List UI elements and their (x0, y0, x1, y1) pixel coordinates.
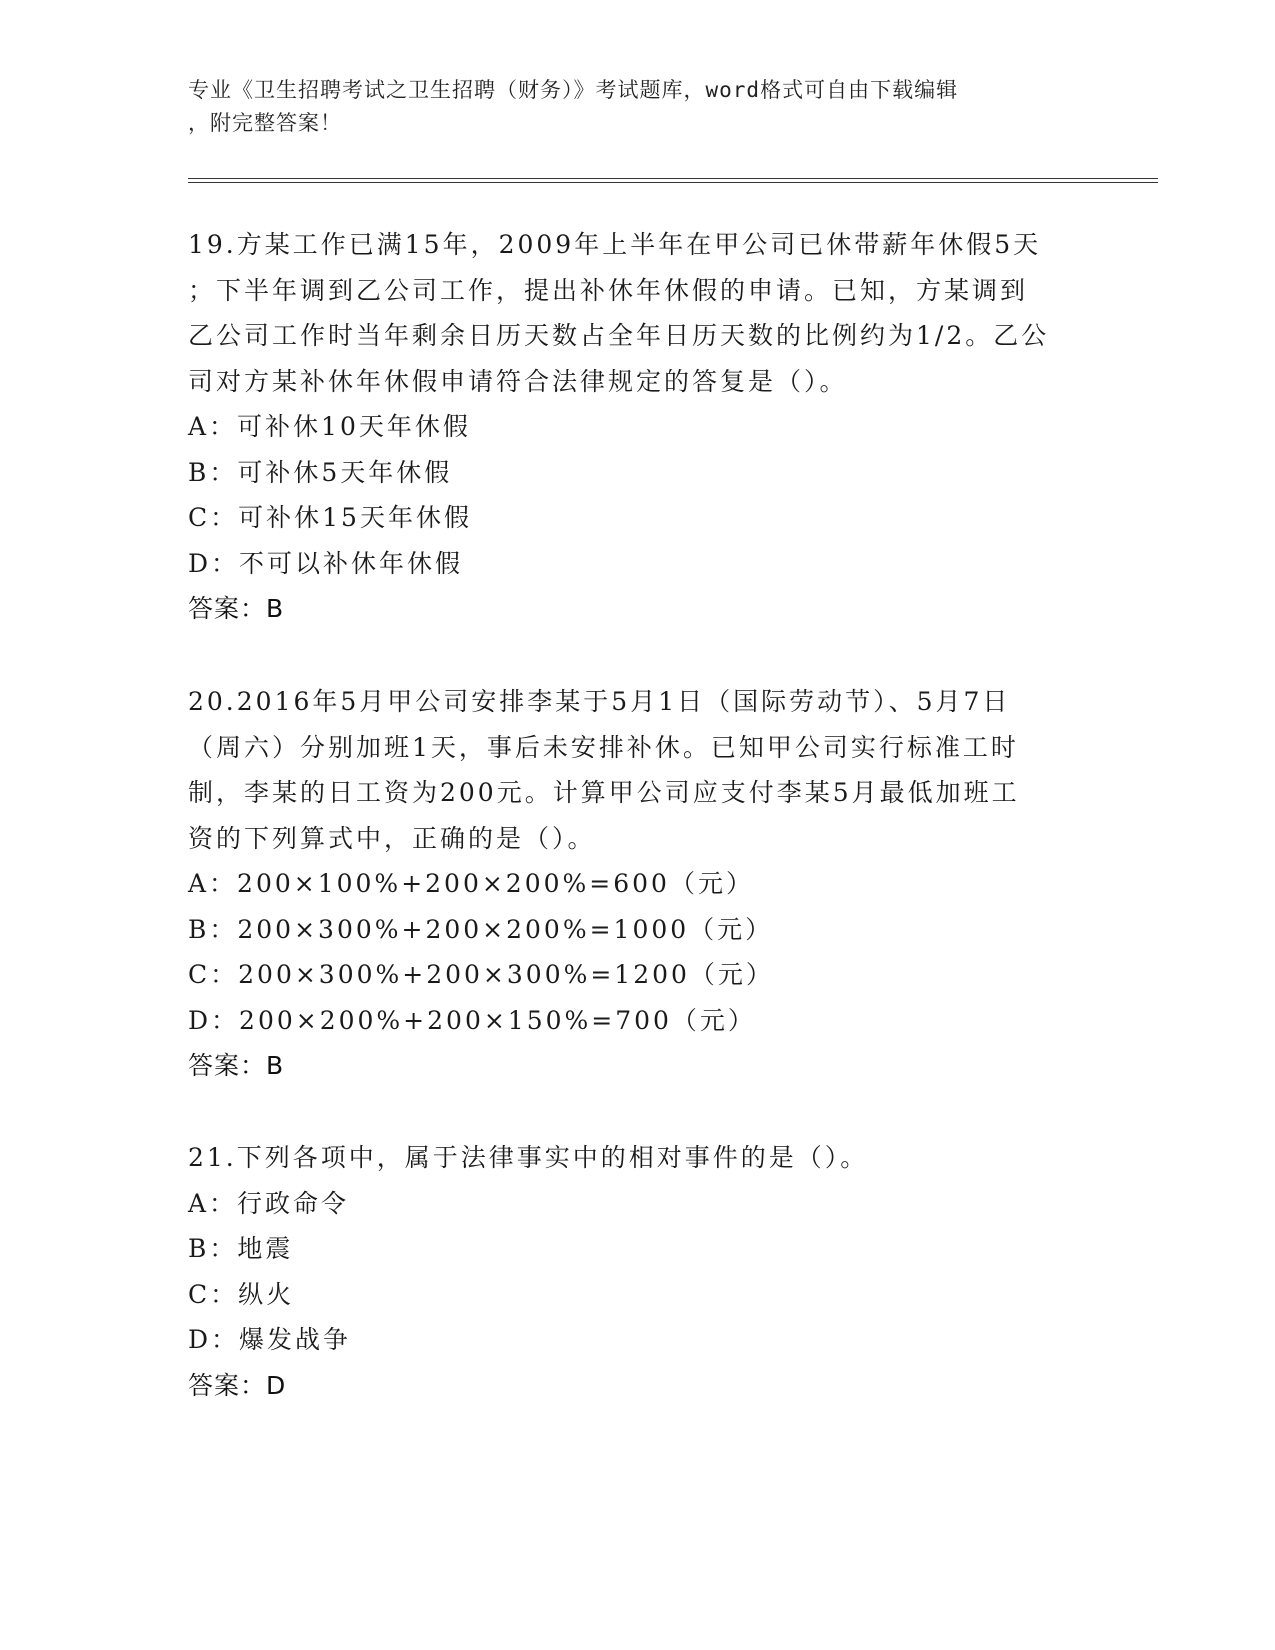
question-text-line: 乙公司工作时当年剩余日历天数占全年日历天数的比例约为1/2。乙公 (188, 321, 1050, 350)
option-c: C：纵火 (188, 1279, 295, 1309)
question-20 (188, 679, 1088, 1089)
header-divider (188, 178, 1158, 183)
option-b: B：地震 (188, 1234, 294, 1263)
question-text-line: 20.2016年5月甲公司安排李某于5月1日（国际劳动节）、5月7日 (188, 687, 1011, 716)
header-line: 专业《卫生招聘考试之卫生招聘（财务）》考试题库，word格式可自由下载编辑 (188, 78, 959, 102)
option-d: D：200×200%+200×150%=700（元） (188, 1005, 756, 1035)
question-text-line: （周六）分别加班1天，事后未安排补休。已知甲公司实行标准工时 (188, 732, 1019, 762)
option-d: D：不可以补休年休假 (188, 548, 464, 578)
question-text-line: ；下半年调到乙公司工作，提出补休年休假的申请。已知，方某调到 (188, 275, 1029, 305)
question-text-line: 19.方某工作已满15年，2009年上半年在甲公司已休带薪年休假5天 (188, 230, 1042, 259)
option-c: C：200×300%+200×300%=1200（元） (188, 960, 774, 989)
option-a: A：可补休10天年休假 (188, 412, 471, 441)
option-c: C：可补休15天年休假 (188, 503, 472, 532)
question-21 (188, 1135, 1088, 1408)
question-text-line: 制，李某的日工资为200元。计算甲公司应支付李某5月最低加班工 (188, 778, 1020, 807)
question-text-line: 司对方某补休年休假申请符合法律规定的答复是（）。 (188, 366, 848, 396)
answer-label: 答案：D (188, 1370, 287, 1400)
question-text-line: 21.下列各项中，属于法律事实中的相对事件的是（）。 (188, 1143, 869, 1172)
header-line: ，附完整答案！ (188, 111, 342, 135)
question-text-line: 资的下列算式中，正确的是（）。 (188, 823, 596, 853)
option-b: B：可补休5天年休假 (188, 457, 453, 487)
option-a: A：行政命令 (188, 1188, 350, 1218)
option-a: A：200×100%+200×200%=600（元） (188, 869, 754, 898)
answer-label: 答案：B (188, 594, 285, 623)
option-b: B：200×300%+200×200%=1000（元） (188, 914, 774, 944)
question-19 (188, 222, 1088, 632)
answer-label: 答案：B (188, 1051, 285, 1080)
document-header (188, 74, 1088, 140)
option-d: D：爆发战争 (188, 1325, 352, 1354)
